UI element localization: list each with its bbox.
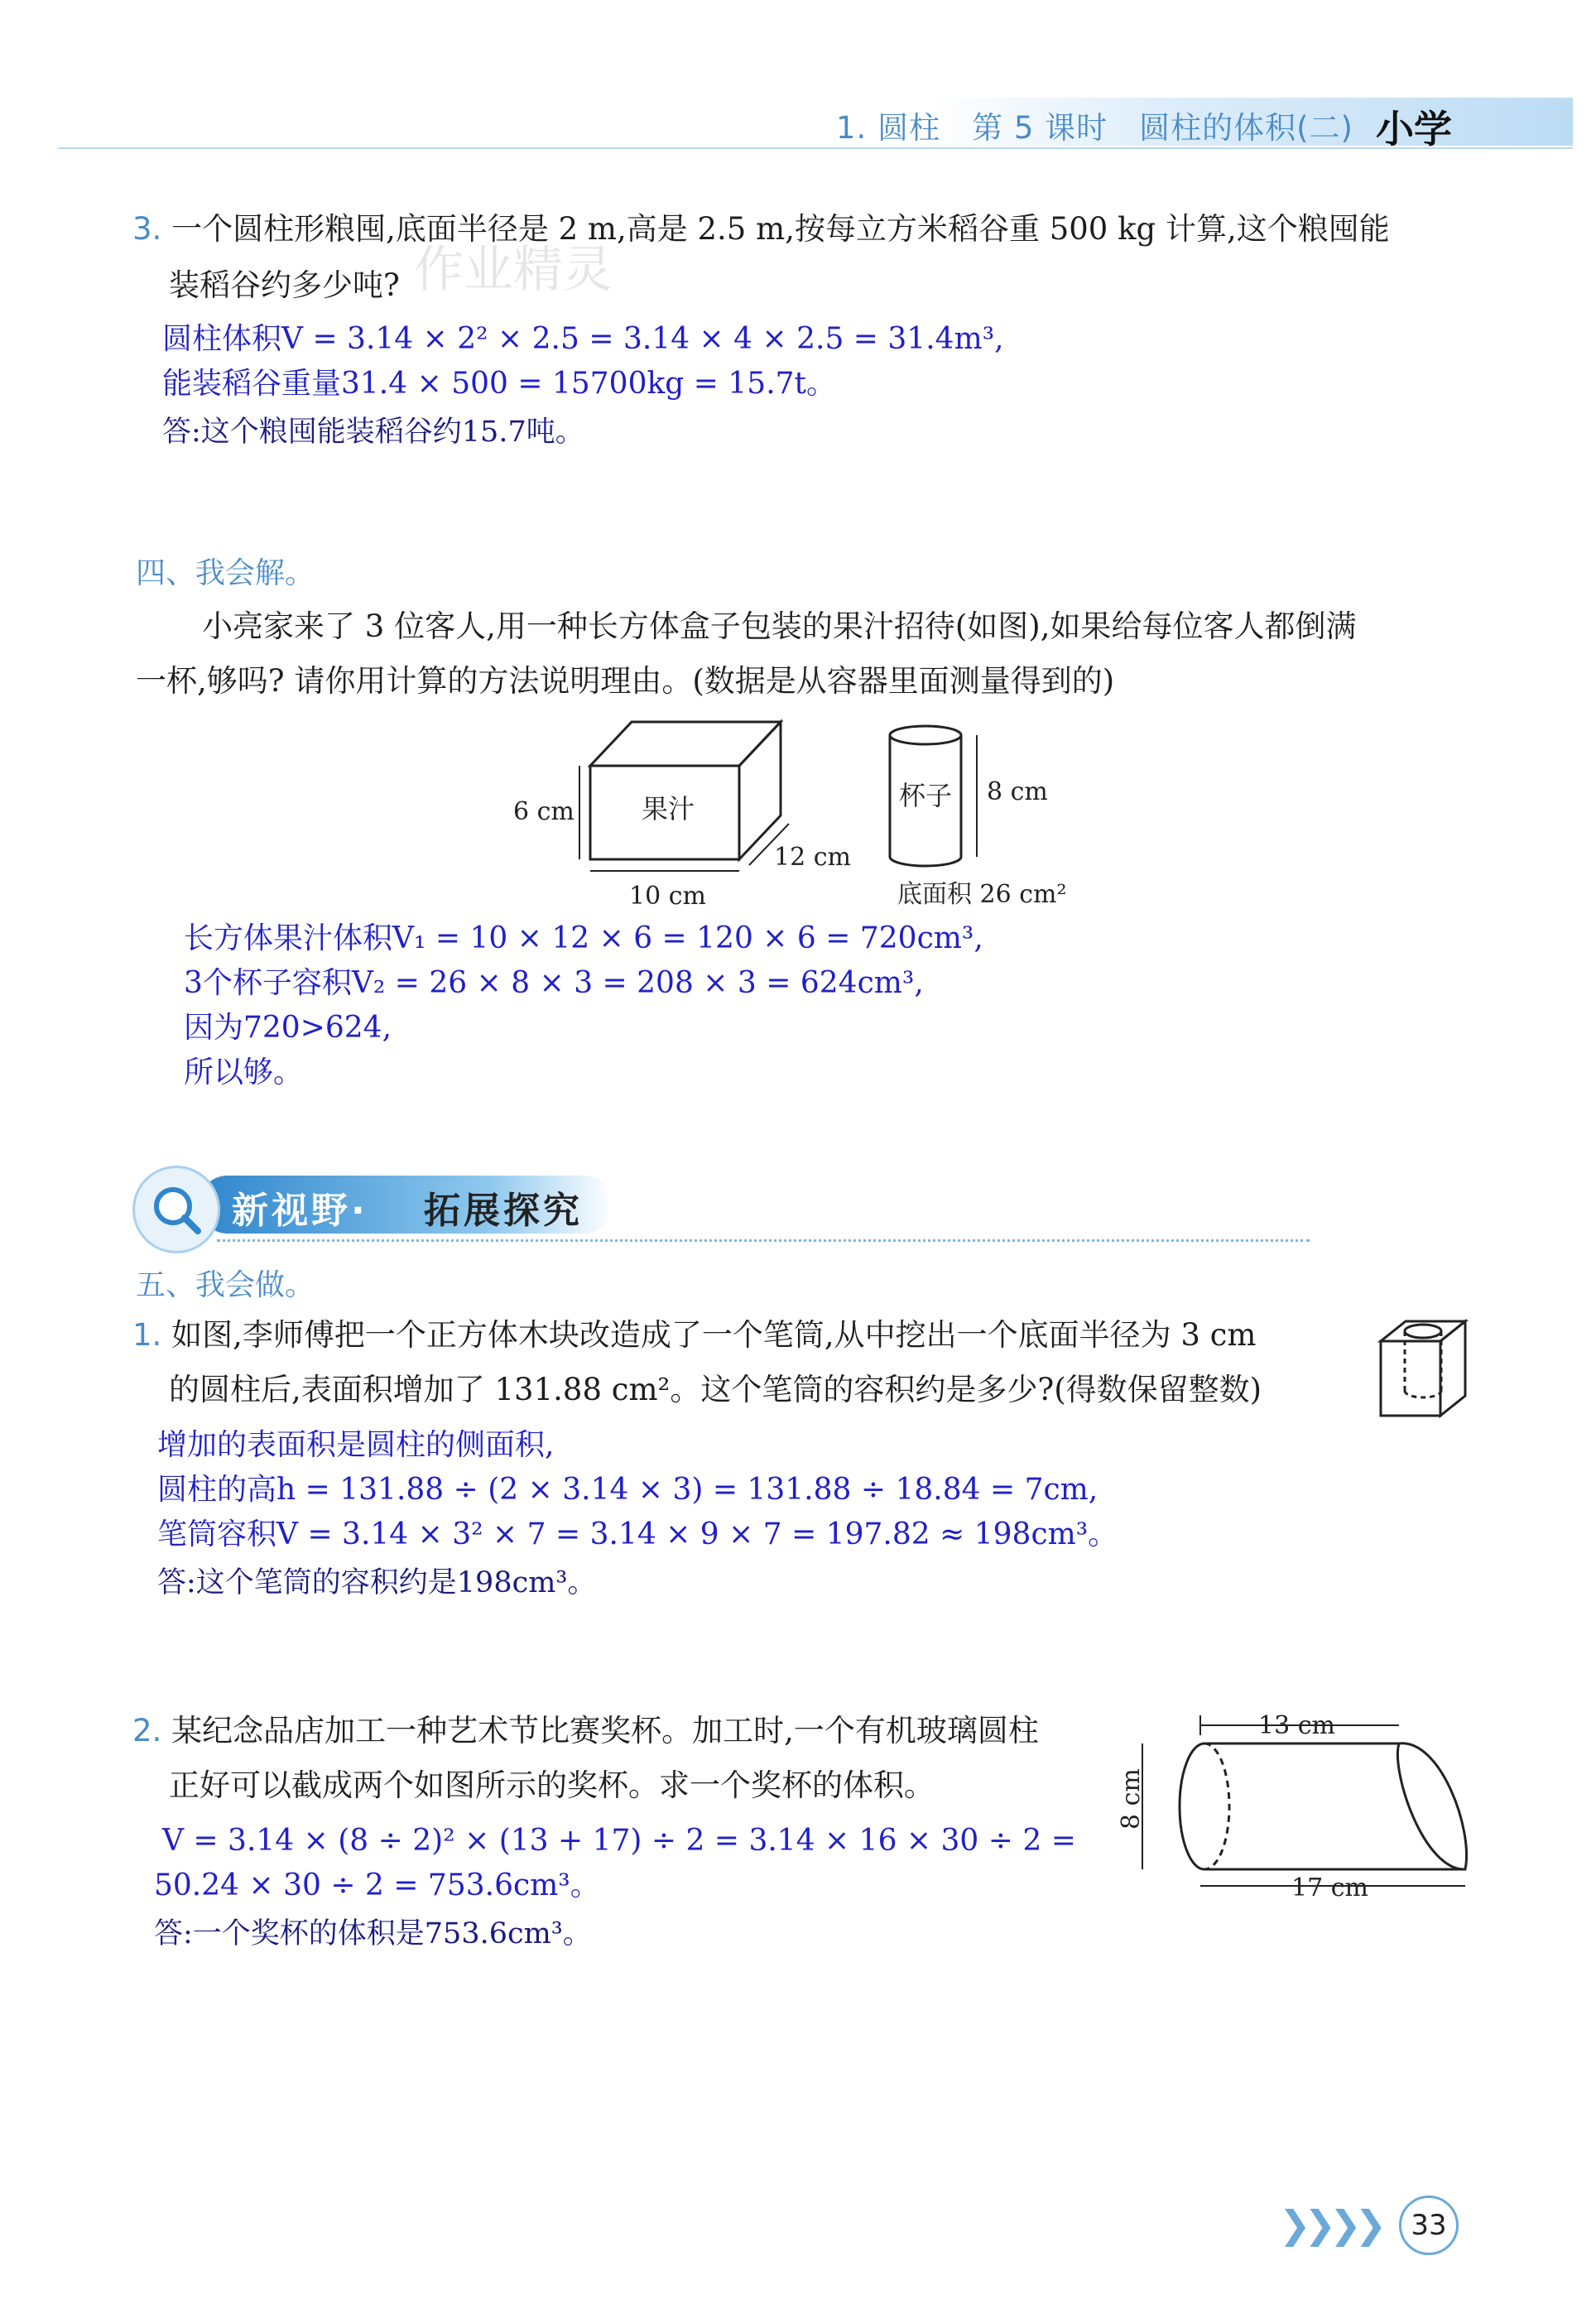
trophy-cylinder-figure xyxy=(1117,1705,1490,1904)
section4-text-1: 小亮家来了 3 位客人,用一种长方体盒子包装的果汁招待(如图),如果给每位客人都倒满 xyxy=(202,608,1357,644)
q3-answer-3: 答:这个粮囤能装稻谷约15.7吨。 xyxy=(162,416,584,449)
q3-answer-1: 圆柱体积V = 3.14 × 2² × 2.5 = 3.14 × 4 × 2.5 = 31.4m³, xyxy=(162,322,1004,356)
section5-title: 五、我会做。 xyxy=(136,1268,315,1302)
s5q2-text-1: 某纪念品店加工一种艺术节比赛奖杯。加工时,一个有机玻璃圆柱 xyxy=(171,1713,1039,1748)
pen-holder-figure xyxy=(1374,1316,1473,1432)
bottom-length: 17 cm xyxy=(1291,1873,1368,1902)
s5q2-answer-2: 50.24 × 30 ÷ 2 = 753.6cm³。 xyxy=(154,1868,600,1902)
section4-text-2: 一杯,够吗? 请你用计算的方法说明理由。(数据是从容器里面测量得到的) xyxy=(136,663,1115,699)
s5q2-number: 2. xyxy=(132,1713,162,1748)
s4-answer-3: 因为720>624, xyxy=(184,1011,392,1045)
box-label: 果汁 xyxy=(642,793,695,825)
s5q1-answer-1: 增加的表面积是圆柱的侧面积, xyxy=(157,1428,555,1462)
cup-label: 杯子 xyxy=(899,780,953,811)
banner-title-2: 拓展探究 xyxy=(424,1190,583,1232)
s5q1-answer-3: 笔筒容积V = 3.14 × 3² × 7 = 3.14 × 9 × 7 = 197.82 ≈ 198cm³。 xyxy=(157,1517,1118,1551)
s5q2-line1 xyxy=(132,1704,1039,1758)
s5q2-text-2: 正好可以截成两个如图所示的奖杯。求一个奖杯的体积。 xyxy=(169,1768,935,1803)
watermark: 作业精灵 xyxy=(414,241,613,299)
top-length: 13 cm xyxy=(1258,1711,1335,1740)
s5q1-answer-4: 答:这个笔筒的容积约是198cm³。 xyxy=(157,1566,597,1599)
q3-answer-2: 能装稻谷重量31.4 × 500 = 15700kg = 15.7t。 xyxy=(162,367,837,401)
cup-height: 8 cm xyxy=(987,777,1048,806)
box-depth: 12 cm xyxy=(774,843,851,872)
q3-text-1: 一个圆柱形粮囤,底面半径是 2 m,高是 2.5 m,按每立方米稻谷重 500 kg 计算,这个粮囤能 xyxy=(171,211,1390,247)
s5q1-text-1: 如图,李师傅把一个正方体木块改造成了一个笔筒,从中挖出一个底面半径为 3 cm xyxy=(171,1317,1257,1353)
page-number: 33 xyxy=(1399,2196,1459,2255)
s5q1-text-2: 的圆柱后,表面积增加了 131.88 cm²。这个笔筒的容积约是多少?(得数保留整数) xyxy=(169,1372,1262,1407)
s5q2-answer-1: V = 3.14 × (8 ÷ 2)² × (13 + 17) ÷ 2 = 3.14 × 16 × 30 ÷ 2 = xyxy=(162,1824,1076,1858)
q3-text-2: 装稻谷约多少吨? xyxy=(169,267,400,303)
q3-number: 3. xyxy=(132,211,162,247)
juice-box xyxy=(590,722,781,859)
breadcrumb: 1. 圆柱 第 5 课时 圆柱的体积(二) xyxy=(836,110,1353,146)
arrows-decoration: ❯❯❯❯ xyxy=(1279,2202,1381,2247)
section4-title: 四、我会解。 xyxy=(136,556,315,590)
s5q2-answer-3: 答:一个奖杯的体积是753.6cm³。 xyxy=(154,1917,592,1950)
juice-cup-figure xyxy=(497,712,1093,919)
magnifier-icon xyxy=(132,1166,220,1253)
s5q1-line1 xyxy=(132,1308,1256,1363)
cup-base: 底面积 26 cm² xyxy=(897,880,1067,909)
q3-line1 xyxy=(132,202,1390,257)
s4-answer-1: 长方体果汁体积V₁ = 10 × 12 × 6 = 120 × 6 = 720cm³, xyxy=(184,921,983,955)
banner-title-1: 新视野· xyxy=(232,1190,368,1232)
s4-answer-4: 所以够。 xyxy=(184,1056,304,1089)
grade-badge: 小学 xyxy=(1376,107,1452,152)
box-height: 6 cm xyxy=(513,797,574,826)
box-width: 10 cm xyxy=(629,882,706,911)
s5q1-answer-2: 圆柱的高h = 131.88 ÷ (2 × 3.14 × 3) = 131.88 ÷ 18.84 = 7cm, xyxy=(157,1473,1098,1507)
banner-divider xyxy=(217,1239,1310,1242)
s5q1-number: 1. xyxy=(132,1317,162,1353)
header-divider xyxy=(58,147,1573,149)
diameter: 8 cm xyxy=(1117,1768,1146,1830)
s4-answer-2: 3个杯子容积V₂ = 26 × 8 × 3 = 208 × 3 = 624cm³, xyxy=(184,966,924,1000)
